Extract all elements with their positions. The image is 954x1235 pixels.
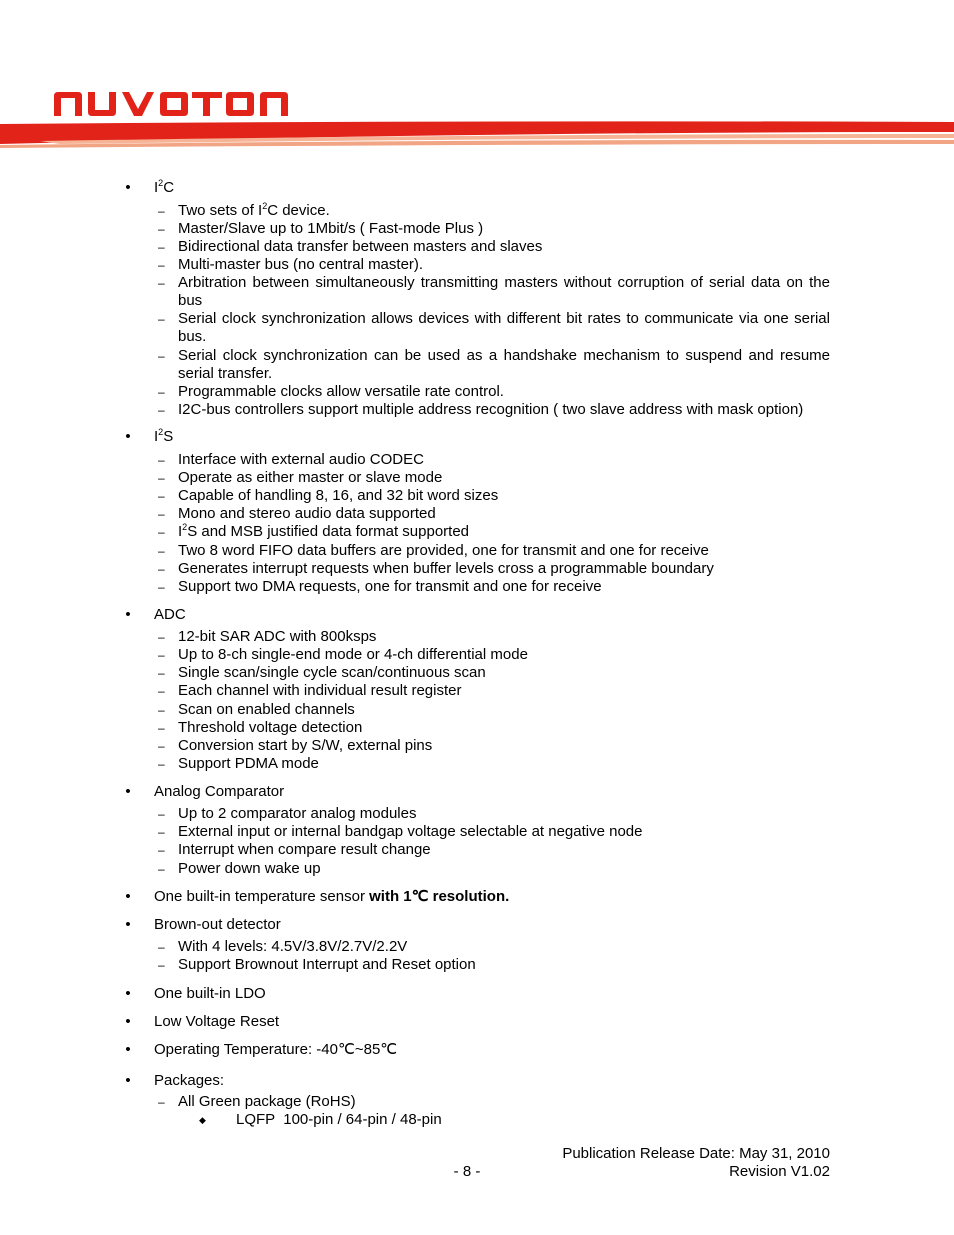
section-title-op-temp: Operating Temperature: -40℃~85℃ <box>154 1041 398 1058</box>
section-title-ldo: One built-in LDO <box>154 985 266 1002</box>
section-title-lvr: Low Voltage Reset <box>154 1013 280 1030</box>
section-title-i2s: $I^2S$ <box>154 427 174 445</box>
publication-release-date: Publication Release Date: May 31, 2010 <box>562 1145 830 1162</box>
section-title-packages: Packages: <box>154 1072 225 1089</box>
bullet-dot: • <box>125 783 131 800</box>
revision: Revision V1.02 <box>729 1163 830 1180</box>
bullet-dot: • <box>125 606 131 623</box>
section-title-adc: ADC <box>154 606 186 623</box>
section-title-i2c: $I^2C$ <box>154 178 175 196</box>
section-title-brownout: Brown-out detector <box>154 916 281 933</box>
bullet-dot: • <box>125 1072 131 1089</box>
nuvoton-logo <box>52 90 308 116</box>
bullet-dot: • <box>125 985 131 1002</box>
temp-sensor-text: One built-in temperature sensor with 1℃ resolution. <box>154 888 510 905</box>
section-title-comparator: Analog Comparator <box>154 783 285 800</box>
bullet-dot: • <box>125 179 131 196</box>
header-band <box>0 118 954 148</box>
page-number: - 8 - <box>453 1163 481 1180</box>
bullet-dot: • <box>125 1041 131 1058</box>
bullet-dot: • <box>125 888 131 905</box>
diamond-bullet-icon: ◆ <box>199 1115 206 1125</box>
bullet-dot: • <box>125 916 131 933</box>
bullet-dot: • <box>125 428 131 445</box>
bullet-dot: • <box>125 1013 131 1030</box>
